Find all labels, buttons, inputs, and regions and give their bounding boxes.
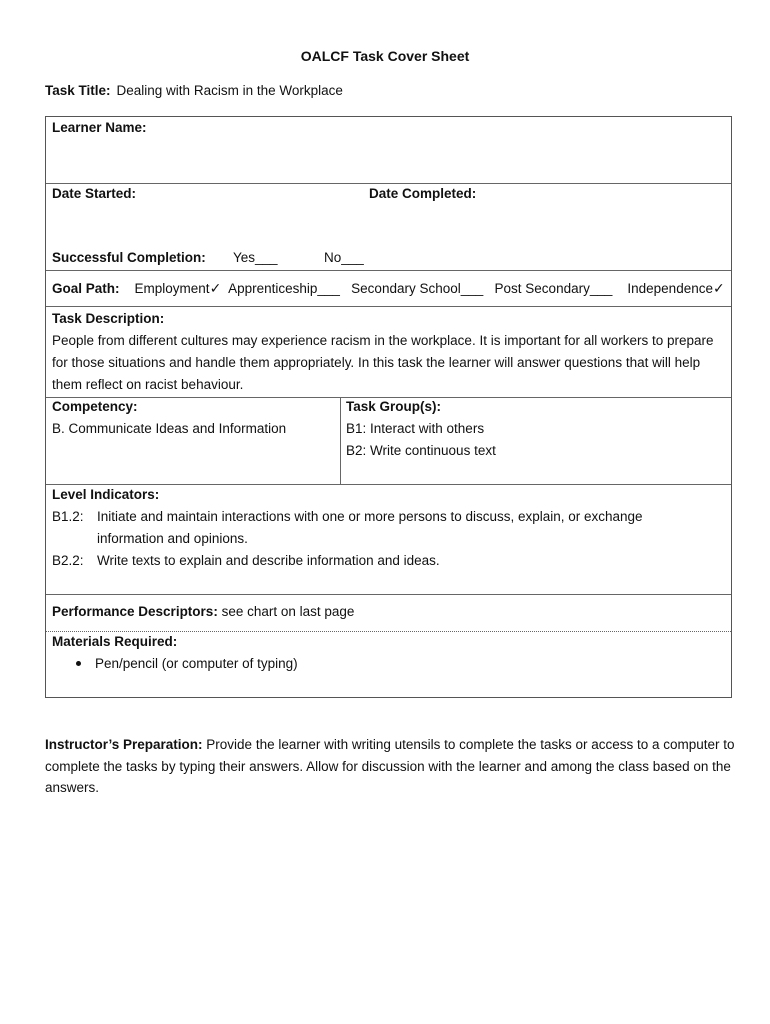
level-indicator-text: information and opinions. [97,531,248,546]
task-group-item: B1: Interact with others [346,421,485,436]
goal-path-label: Goal Path: [52,281,120,296]
materials-item-text: Pen/pencil (or computer of typing) [95,656,298,671]
level-indicators-label: Level Indicators: [52,487,160,502]
competency-label: Competency: [52,399,138,414]
instructor-preparation-text: Provide the learner with writing utensils to complete the tasks or access to a computer to complete the tasks by typing their answers. Allow for discussion with the learner and among the class based on the answers. [45,737,735,795]
check-icon: ✓ [712,280,725,296]
task-title [45,83,343,98]
goal-post-secondary: Post Secondary___ [494,281,613,296]
goal-employment: Employment [134,281,210,296]
row-divider [46,270,731,271]
date-started-label: Date Started: [52,186,137,201]
task-title-value: Dealing with Racism in the Workplace [116,83,343,98]
level-indicator-text: Write texts to explain and describe information and ideas. [97,553,440,568]
level-indicator-text: Initiate and maintain interactions with one or more persons to discuss, explain, or exchange [97,509,643,524]
row-divider [46,306,731,307]
level-indicator-code: B1.2: [52,509,84,524]
task-description-label: Task Description: [52,311,165,326]
goal-independence: Independence [627,281,713,296]
performance-descriptors-label: Performance Descriptors: [52,604,218,619]
goal-path-row [52,277,725,300]
no-option: No___ [324,250,364,265]
performance-descriptors-row [52,601,354,623]
goal-secondary-school: Secondary School___ [351,281,484,296]
competency-item: B. Communicate Ideas and Information [52,421,287,436]
row-divider [46,594,731,595]
materials-required-label: Materials Required: [52,634,178,649]
document-title: OALCF Task Cover Sheet [300,48,470,64]
cover-sheet-table [45,116,732,698]
yes-option: Yes___ [233,250,278,265]
task-groups-label: Task Group(s): [346,399,442,414]
instructor-preparation-label: Instructor’s Preparation: [45,737,203,752]
column-divider [340,397,341,484]
level-indicator-code: B2.2: [52,553,84,568]
check-icon: ✓ [209,280,222,296]
task-title-label: Task Title: [45,83,111,98]
successful-completion-label: Successful Completion: [52,250,206,265]
date-completed-label: Date Completed: [369,186,477,201]
performance-descriptors-text: see chart on last page [221,604,355,619]
goal-apprenticeship: Apprenticeship___ [228,281,340,296]
task-description-text: People from different cultures may experience racism in the workplace. It is important for all workers to prepare for those situations and handle them appropriately. In this task the learner will answer questions that will help them reflect on racist behaviour. [52,333,714,392]
learner-name-label: Learner Name: [52,120,147,135]
task-group-item: B2: Write continuous text [346,443,496,458]
bullet-icon [76,661,81,666]
materials-item [76,653,298,675]
instructor-preparation [45,734,735,799]
